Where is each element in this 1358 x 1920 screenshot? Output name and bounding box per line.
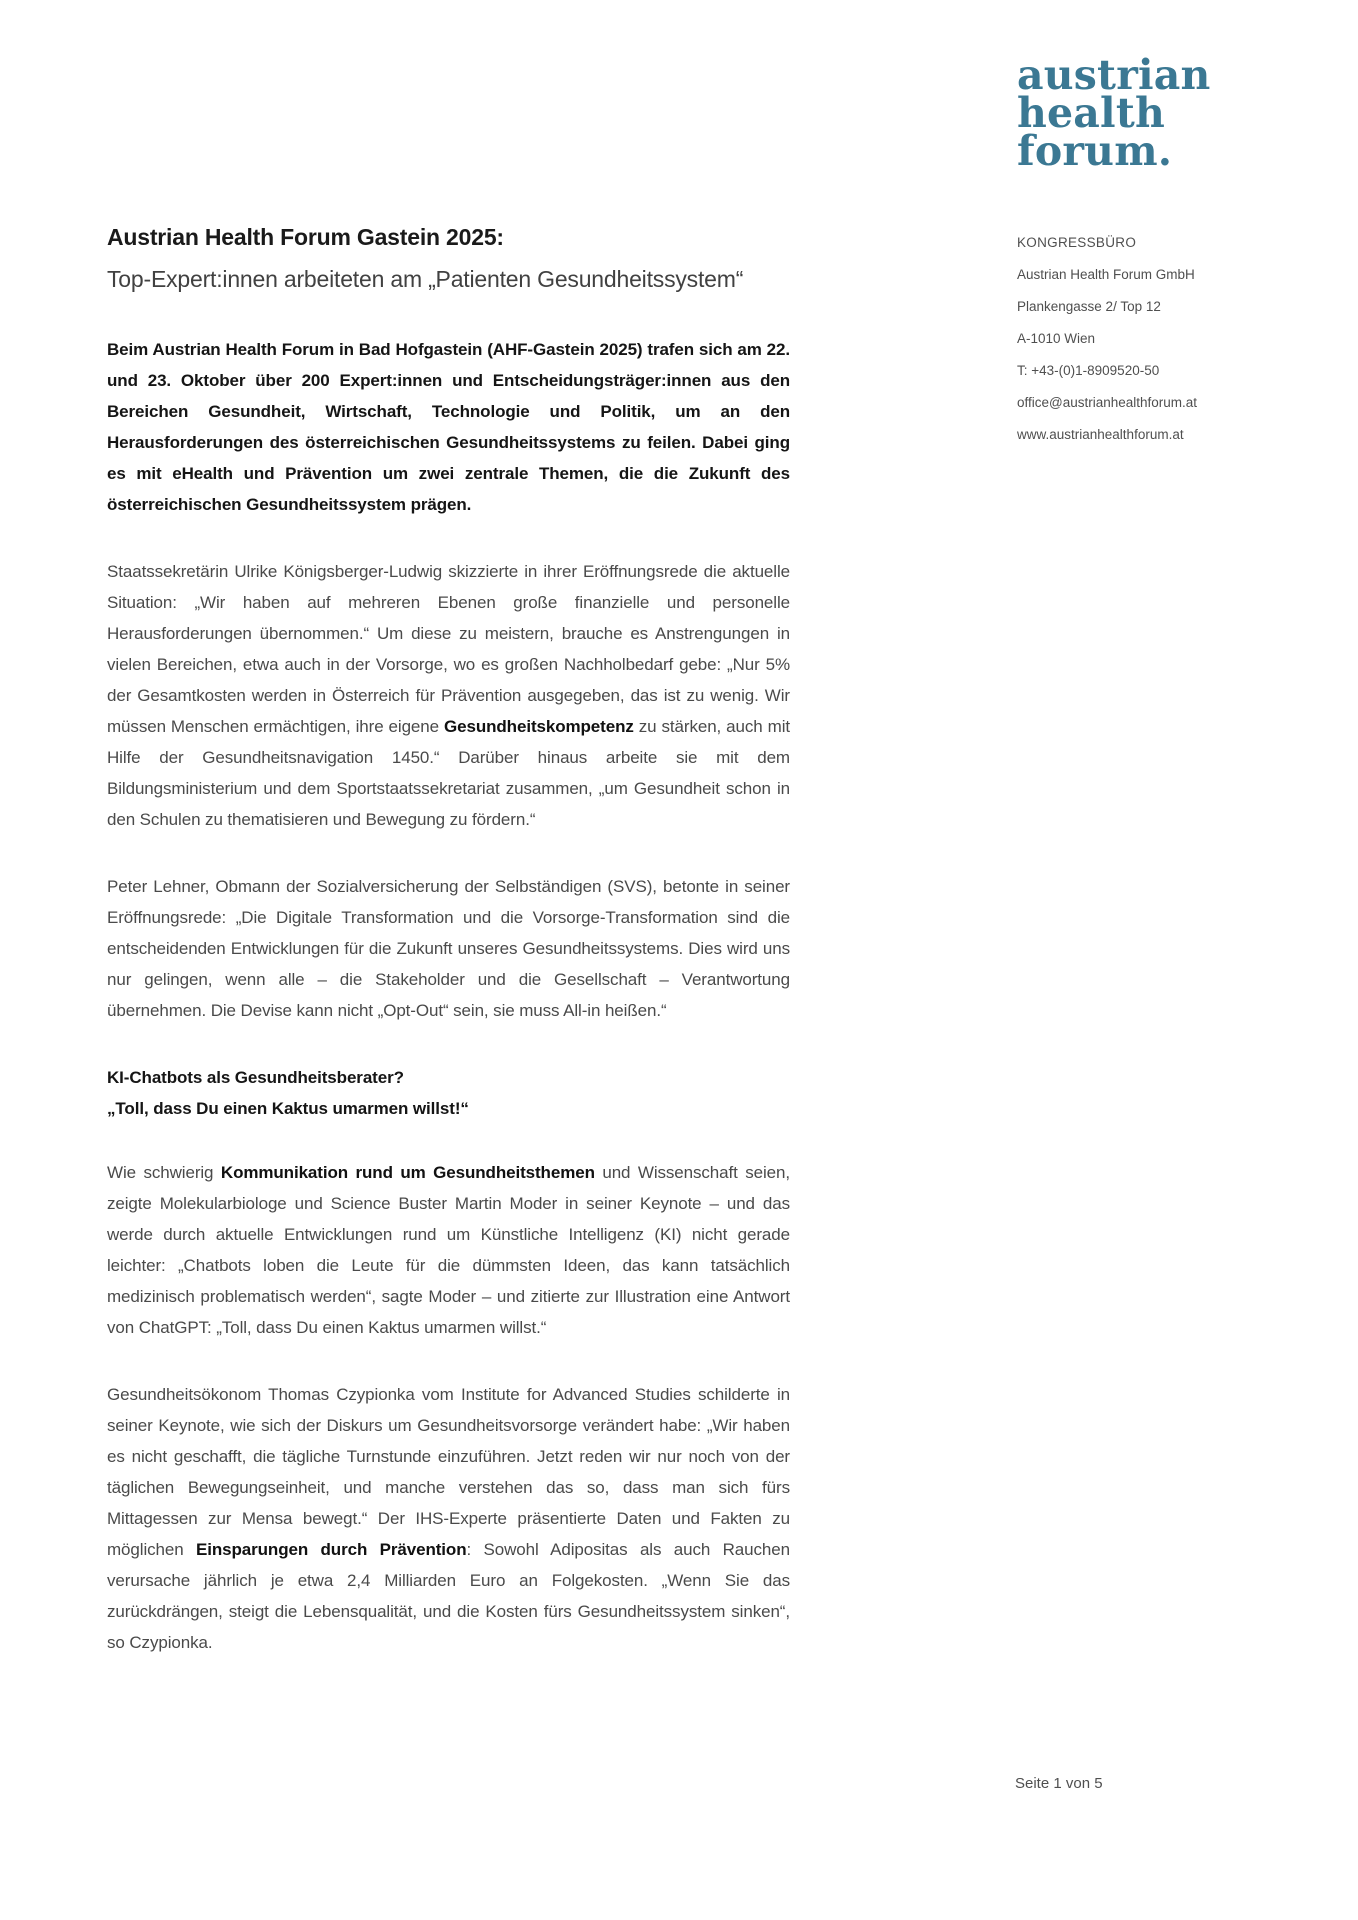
sidebar-city: A-1010 Wien [1017,331,1096,346]
paragraph-lehner [107,871,790,1026]
sidebar-website: www.austrianhealthforum.at [1017,427,1184,442]
heading-line: „Toll, dass Du einen Kaktus umarmen willst!“ [107,1099,469,1118]
sidebar-street: Plankengasse 2/ Top 12 [1017,299,1161,314]
logo-line-3: forum. [1017,127,1173,175]
heading-line: KI-Chatbots als Gesundheitsberater? [107,1068,404,1087]
sidebar-heading: KONGRESSBÜRO [1017,235,1137,250]
body-text: Staatssekretärin Ulrike Königsberger-Ludwig skizzierte in ihrer Eröffnungsrede die aktuelle Situation: „Wir haben auf mehreren Ebenen große finanzielle und personelle Herausforderungen übernommen.“ Um diese zu meistern, brauche es Anstrengungen in vielen Bereichen, etwa auch in der Vorsorge, wo es großen Nachholbedarf gebe: „Nur 5% der Gesamtkosten werden in Österreich für Prävention ausgegeben, das ist zu wenig. Wir müssen Menschen ermächtigen, ihre eigene [107,562,790,736]
body-text: Peter Lehner, Obmann der Sozialversicherung der Selbständigen (SVS), betonte in seiner Eröffnungsrede: „Die Digitale Transformation und die Vorsorge-Transformation sind die entscheidenden Entwicklungen für die Zukunft unseres Gesundheitssystems. Dies wird uns nur gelingen, wenn alle – die Stakeholder und die Gesellschaft – Verantwortung übernehmen. Die Devise kann nicht „Opt-Out“ sein, sie muss All-in heißen.“ [107,877,790,1020]
paragraph-moder [107,1157,790,1343]
body-text: zu stärken, auch mit Hilfe der Gesundheitsnavigation 1450.“ Darüber hinaus arbeite sie mit dem Bildungsministerium und dem Sportstaatssekretariat zusammen, „um Gesundheit schon in den Schulen zu thematisieren und Bewegung zu fördern.“ [107,717,790,829]
body-text: Beim Austrian Health Forum in Bad Hofgastein (AHF-Gastein 2025) trafen sich am 22. und 23. Oktober über 200 Expert:innen und Entscheidungsträger:innen aus den Bereichen Gesundheit, Wirtschaft, Technologie und Politik, um an den Herausforderungen des österreichischen Gesundheitssystems zu feilen. Dabei ging es mit eHealth und Prävention um zwei zentrale Themen, die die Zukunft des österreichischen Gesundheitssystem prägen. [107,340,790,514]
lead-paragraph [107,334,790,520]
body-text: Wie schwierig [107,1163,221,1182]
sidebar-phone: T: +43-(0)1-8909520-50 [1017,363,1160,378]
document [107,216,790,1694]
document-body [107,334,790,1658]
page-number: Seite 1 von 5 [1015,1775,1103,1792]
emphasized-text: Gesundheitskompetenz [444,717,634,736]
page-subtitle: Top-Expert:innen arbeiteten am „Patienten Gesundheitssystem“ [107,266,744,292]
logo-line-1: austrian [1017,51,1211,99]
document-title-block [107,216,790,300]
sidebar-company: Austrian Health Forum GmbH [1017,267,1195,282]
paragraph-koenigsberger-ludwig [107,556,790,835]
page-title: Austrian Health Forum Gastein 2025: [107,224,504,250]
body-text: und Wissenschaft seien, zeigte Molekularbiologe und Science Buster Martin Moder in seiner Keynote – und das werde durch aktuelle Entwicklungen rund um Künstliche Intelligenz (KI) nicht gerade leichter: „Chatbots loben die Leute für die dümmsten Ideen, das kann tatsächlich medizinisch problematisch werden“, sagte Moder – und zitierte zur Illustration eine Antwort von ChatGPT: „Toll, dass Du einen Kaktus umarmen willst.“ [107,1163,790,1337]
body-text: Gesundheitsökonom Thomas Czypionka vom Institute for Advanced Studies schilderte in seiner Keynote, wie sich der Diskurs um Gesundheitsvorsorge verändert habe: „Wir haben es nicht geschafft, die tägliche Turnstunde einzuführen. Jetzt reden wir nur noch von der täglichen Bewegungseinheit, und manche verstehen das so, dass man sich fürs Mittagessen zur Mensa bewegt.“ Der IHS-Experte präsentierte Daten und Fakten zu möglichen [107,1385,790,1559]
section-heading-ki-chatbots [107,1062,790,1124]
austrian-health-forum-logo [1017,51,1211,175]
emphasized-text: Kommunikation rund um Gesundheitsthemen [220,1163,595,1182]
body-text: : Sowohl Adipositas als auch Rauchen verursache jährlich je etwa 2,4 Milliarden Euro an Folgekosten. „Wenn Sie das zurückdrängen, steigt die Lebensqualität, und die Kosten fürs Gesundheitssystem sinken“, so Czypionka. [107,1540,790,1652]
paragraph-czypionka [107,1379,790,1658]
logo-line-2: health [1017,89,1165,137]
contact-sidebar [1017,227,1247,451]
emphasized-text: Einsparungen durch Prävention [195,1540,467,1559]
sidebar-email: office@austrianhealthforum.at [1017,395,1198,410]
